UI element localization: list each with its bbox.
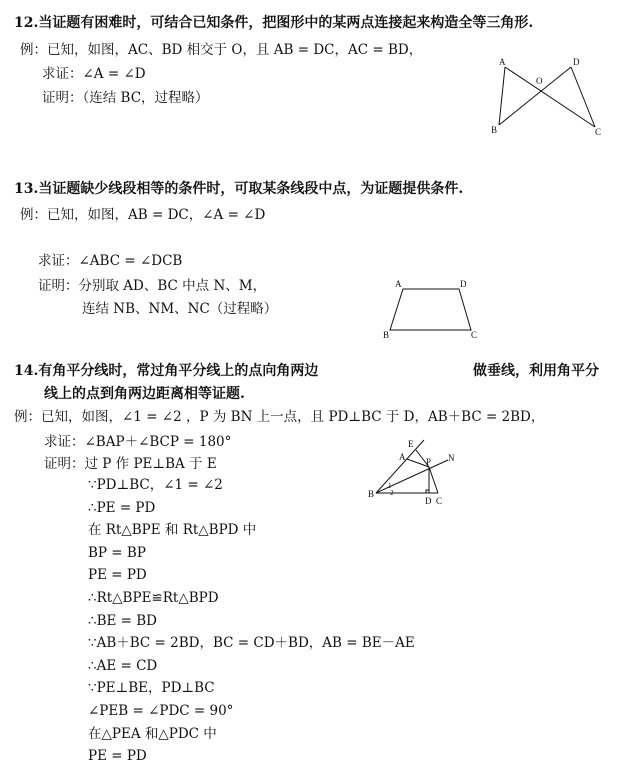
trapezoid (390, 289, 471, 330)
section-14-title-c: 线上的点到角两边距离相等证题. (44, 386, 245, 402)
label-p: P (426, 457, 432, 467)
label-o: O (536, 76, 543, 86)
section-13-figure (383, 278, 483, 338)
section-14-proof-head: 证明：过 P 作 PE⊥BA 于 E (44, 456, 217, 472)
proof-step: ∴Rt△BPE≌Rt△BPD (88, 589, 219, 606)
section-14-prove: 求证：∠BAP＋∠BCP = 180° (44, 434, 232, 450)
proof-step: ∵PE⊥BE，PD⊥BC (88, 680, 215, 697)
label-angle-2: 2 (390, 489, 394, 497)
proof-step: ∠PEB = ∠PDC = 90° (88, 702, 234, 719)
label-angle-1: 1 (388, 482, 392, 490)
label-d: D (460, 279, 467, 289)
label-a: A (399, 452, 406, 462)
label-a: A (499, 57, 506, 67)
section-14-title-b: 做垂线，利用角平分 (473, 363, 599, 379)
proof-step: 在 Rt△BPE 和 Rt△BPD 中 (88, 522, 257, 539)
segment-ac (505, 67, 595, 127)
label-d: D (573, 57, 580, 67)
label-c: C (595, 127, 602, 137)
proof-step: ∵AB＋BC = 2BD，BC = CD＋BD，AB = BE－AE (88, 635, 415, 652)
section-12-given: 例：已知，如图，AC、BD 相交于 O，且 AB = DC，AC = BD， (20, 42, 423, 58)
label-c: C (471, 330, 478, 340)
label-a: A (395, 279, 402, 289)
label-b: B (383, 330, 390, 340)
section-12-prove: 求证：∠A = ∠D (42, 66, 146, 82)
segment-pc (429, 467, 438, 493)
section-14-proof-steps (88, 474, 415, 768)
proof-step: ∴AE = CD (88, 657, 158, 674)
ray-bn (376, 460, 448, 493)
section-13-proof-1: 证明：分别取 AD、BC 中点 N、M， (38, 278, 267, 294)
section-13-title: 13.当证题缺少线段相等的条件时，可取某条线段中点，为证题提供条件. (14, 181, 464, 197)
section-13-proof-2: 连结 NB、NM、NC（过程略） (82, 301, 278, 317)
segment-ab (499, 67, 505, 125)
section-13-prove: 求证：∠ABC = ∠DCB (38, 253, 183, 269)
section-12-figure (485, 55, 605, 140)
section-12-proof: 证明：（连结 BC，过程略） (42, 90, 209, 106)
segment-db (499, 67, 571, 125)
section-14-given: 例：已知，如图，∠1 = ∠2 ，P 为 BN 上一点，且 PD⊥BC 于 D，AB＋BC = 2BD， (14, 409, 545, 425)
section-13-given: 例：已知，如图，AB = DC，∠A = ∠D (20, 207, 266, 223)
label-n: N (448, 453, 455, 463)
proof-step: ∵PD⊥BC，∠1 = ∠2 (88, 477, 223, 493)
proof-step: 在△PEA 和△PDC 中 (88, 725, 217, 742)
proof-step: ∴BE = BD (88, 612, 158, 629)
proof-step: PE = PD (88, 748, 147, 765)
proof-step: PE = PD (88, 567, 147, 584)
label-d: D (425, 496, 432, 506)
section-12-title: 12.当证题有困难时，可结合已知条件，把图形中的某两点连接起来构造全等三角形. (14, 15, 534, 31)
proof-step: BP = BP (88, 544, 146, 561)
proof-step: ∴PE = PD (88, 499, 156, 516)
ray-ba (376, 440, 424, 493)
label-b: B (368, 489, 375, 499)
section-14-figure (368, 435, 468, 510)
label-c: C (436, 496, 443, 506)
label-e: E (408, 439, 414, 449)
section-14-title-a: 14.有角平分线时，常过角平分线上的点向角两边 (14, 363, 319, 379)
segment-dc (571, 67, 595, 127)
label-b: B (491, 125, 498, 135)
